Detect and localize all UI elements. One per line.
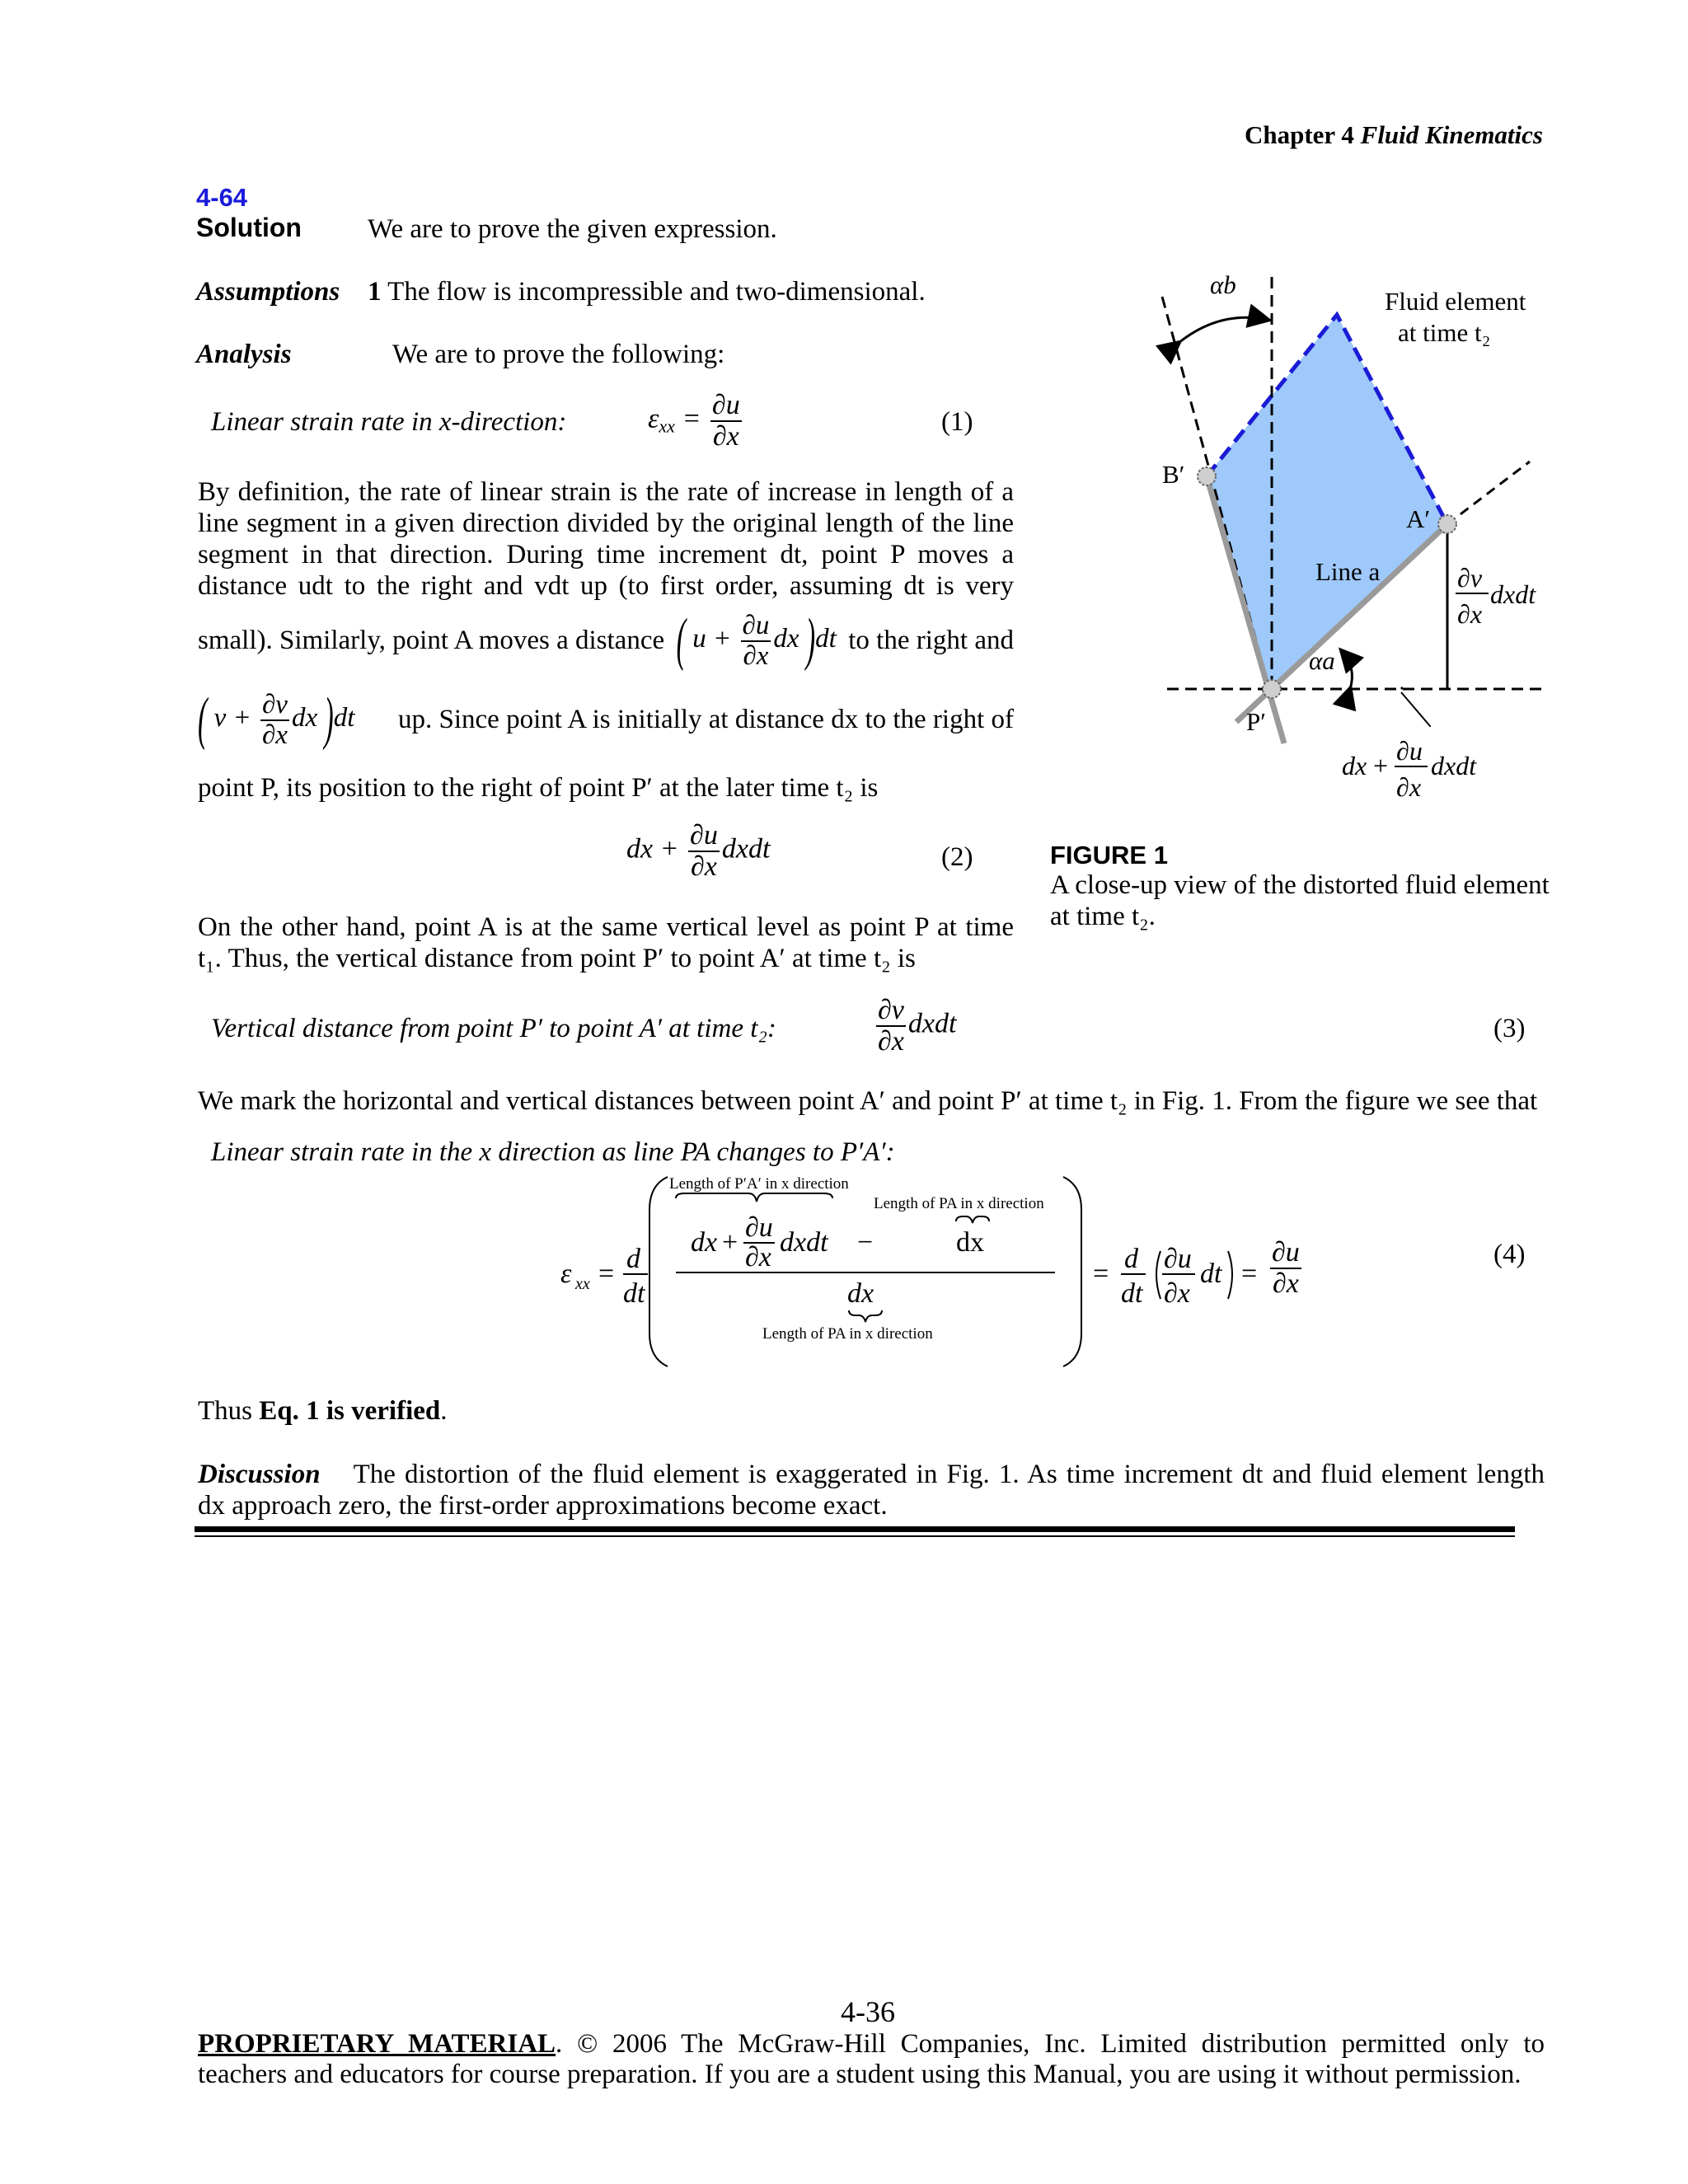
eq1-number: (1) [941, 407, 973, 437]
label-b-prime: B′ [1162, 460, 1185, 489]
eq4-epsilon-sub: xx [575, 1275, 590, 1293]
eq4-label: Linear strain rate in the x direction as line PA changes to P′A′: [211, 1137, 895, 1167]
eq1-num: ∂u [711, 390, 740, 420]
svg-text:+: + [722, 1227, 738, 1258]
svg-text:dx: dx [956, 1227, 984, 1258]
svg-text:dx: dx [1342, 751, 1367, 780]
point-p-prime [1263, 680, 1281, 698]
verified-statement [198, 1396, 448, 1427]
svg-text:dxdt: dxdt [1490, 579, 1536, 609]
paragraph-mark: We mark the horizontal and vertical distances between point A′ and point P′ at time t₂ in Fig. 1. From the figure we see that [198, 1086, 1538, 1116]
eq4-bottom-brace [849, 1310, 882, 1322]
fluid-label-line2: at time t₂ [1398, 318, 1491, 347]
para1-line4: distance udt to the right and vdt up (to first order, assuming dt is very [198, 571, 1014, 601]
eq4-big-equation [544, 1169, 1286, 1375]
discussion-line2: dx approach zero, the first-order approximations become exact. [198, 1491, 888, 1521]
eq1-den: ∂x [712, 420, 739, 452]
svg-text:∂u: ∂u [745, 1212, 773, 1243]
para1-line5-after: to the right and [848, 626, 1014, 656]
para2-line1: On the other hand, point A is at the same vertical level as point P at time [198, 912, 1014, 942]
eq4-final-fraction: $\frac{\partial u}{\partial x}$ [1272, 1237, 1300, 1299]
section-rule-thin [195, 1535, 1515, 1537]
eq2-expression: dx + $\frac{\partial u}{\partial x}$ dxdt [626, 820, 771, 882]
paragraph-vertical [198, 912, 1014, 974]
eq4-epsilon: ε [560, 1258, 572, 1289]
footer-line1-rest: . © 2006 The McGraw-Hill Companies, Inc. Limited distribution permitted only to [556, 2029, 1545, 2059]
solution-text: We are to prove the given expression. [368, 214, 777, 244]
fluid-element-shape [1207, 315, 1447, 689]
discussion [198, 1459, 1545, 1521]
eq4-left-paren [649, 1177, 668, 1366]
eq4-brace-top-right: Length of PA in x direction [874, 1195, 1044, 1212]
assumption-body: The flow is incompressible and two-dimensional. [387, 277, 926, 307]
svg-text:∂v: ∂v [1457, 563, 1483, 593]
eq3-number: (3) [1493, 1014, 1526, 1043]
eq4-top-brace-right [956, 1216, 989, 1223]
svg-text:=: = [1093, 1258, 1109, 1289]
footer-line2: teachers and educators for course preparation. If you are a student using this Manual, you are using it without permission. [198, 2060, 1522, 2089]
fig-vertical-distance [1456, 563, 1536, 629]
fluid-label-line1: Fluid element [1385, 287, 1526, 316]
assumptions-label: Assumptions [196, 277, 340, 307]
alpha-a-label: αa [1309, 646, 1335, 675]
svg-text:+: + [1373, 751, 1389, 780]
dim-horizontal-leader [1401, 687, 1403, 689]
verified-suffix: . [440, 1396, 448, 1426]
footer [198, 2029, 1545, 2090]
label-line-a: Line a [1315, 557, 1381, 586]
leader-line [1401, 688, 1431, 731]
para1-line2: line segment in a given direction divided by the original length of the line [198, 509, 1014, 538]
para1-line5-before: small). Similarly, point A moves a distance [198, 626, 665, 656]
eq1-lhs-sub: xx [659, 415, 675, 437]
assumption-number: 1 [368, 277, 382, 307]
figure-caption-line2: at time t₂. [1050, 902, 1156, 931]
para1-line5 [198, 607, 1014, 673]
svg-text:d: d [1124, 1244, 1138, 1274]
eq3-expression: $\frac{\partial v}{\partial x}$ dxdt [878, 995, 957, 1057]
eq4-equals-1: = [598, 1258, 615, 1289]
fig-horizontal-distance [1342, 736, 1477, 802]
figure-fluid-element [1137, 264, 1550, 824]
paragraph-definition [198, 476, 1014, 602]
svg-text:−: − [857, 1227, 874, 1258]
svg-text:∂x: ∂x [1457, 599, 1483, 629]
chapter-title: Fluid Kinematics [1360, 120, 1543, 149]
assumptions-text [368, 277, 926, 307]
eq4-d-num: d [626, 1244, 640, 1274]
para1-line3: segment in that direction. During time increment dt, point P moves a [198, 540, 1014, 569]
svg-text:dt: dt [1121, 1278, 1143, 1309]
alpha-a-arc [1342, 651, 1352, 689]
svg-text:dxdt: dxdt [780, 1227, 828, 1258]
footer-proprietary: PROPRIETARY MATERIAL [198, 2029, 556, 2059]
para1-line6 [198, 687, 1014, 752]
svg-text:∂u: ∂u [1396, 736, 1423, 766]
analysis-text: We are to prove the following: [392, 340, 725, 369]
eq4-number: (4) [1493, 1240, 1526, 1269]
chapter-header [1245, 120, 1543, 150]
problem-number: 4-64 [196, 183, 248, 212]
eq1-label: Linear strain rate in x-direction: [211, 407, 567, 437]
para2-line2: t₁. Thus, the vertical distance from point P′ to point A′ at time t₂ is [198, 944, 916, 973]
line-a-extension [1447, 462, 1530, 524]
svg-text:dt: dt [1200, 1258, 1222, 1289]
point-a-prime [1438, 515, 1456, 533]
expr-v-dx-dt: ( v + $\frac{\partial v}{\partial x}$ dx )dt [198, 687, 355, 752]
discussion-line1: The distortion of the fluid element is exaggerated in Fig. 1. As time increment dt and fluid element length [353, 1460, 1545, 1489]
eq4-brace-bottom: Length of PA in x direction [762, 1325, 933, 1343]
figure-caption-line1: A close-up view of the distorted fluid element [1050, 870, 1550, 900]
para1-line6-after: up. Since point A is initially at distance dx to the right of [398, 705, 1014, 735]
discussion-label: Discussion [198, 1460, 321, 1489]
solution-label: Solution [196, 213, 302, 242]
section-rule-thick [195, 1526, 1515, 1532]
eq4-dt-den: dt [623, 1278, 645, 1309]
para1-line7: point P, its position to the right of point P′ at the later time t₂ is [198, 773, 879, 803]
eq4-top-brace-left [676, 1193, 832, 1202]
eq4-right-paren [1063, 1177, 1081, 1366]
svg-text:dx: dx [847, 1278, 874, 1309]
figure-title: FIGURE 1 [1050, 841, 1168, 869]
alpha-b-arc [1179, 317, 1268, 343]
alpha-b-label: αb [1210, 270, 1236, 299]
svg-text:dx: dx [691, 1227, 718, 1258]
verified-prefix: Thus [198, 1396, 252, 1426]
svg-text:∂x: ∂x [745, 1242, 771, 1272]
chapter-number: Chapter 4 [1244, 120, 1354, 149]
eq1-fraction [710, 391, 742, 451]
svg-text:∂x: ∂x [1164, 1278, 1190, 1309]
para1-line1: By definition, the rate of linear strain is the rate of increase in length of a [198, 477, 1014, 507]
svg-text:=: = [1241, 1258, 1258, 1289]
label-p-prime: P′ [1246, 707, 1267, 736]
verified-bold: Eq. 1 is verified [259, 1396, 441, 1426]
label-a-prime: A′ [1406, 504, 1431, 533]
expr-u-dx-dt: ( u + $\frac{\partial u}{\partial x}$ dx )dt [676, 607, 837, 673]
svg-text:dxdt: dxdt [1431, 751, 1477, 780]
eq1-expression: $\varepsilon_{xx}$ = $\frac{\partial u}{\partial x}$ [648, 390, 740, 452]
svg-text:∂x: ∂x [1396, 772, 1422, 802]
point-b-prime [1198, 467, 1216, 485]
eq4-brace-top-left: Length of P′A′ in x direction [669, 1175, 849, 1193]
analysis-label: Analysis [196, 340, 292, 369]
eq1-lhs: ε [648, 403, 659, 434]
eq2-number: (2) [941, 842, 973, 872]
page-number: 4-36 [841, 1995, 895, 2028]
eq3-label: Vertical distance from point P′ to point A′ at time t₂: [211, 1014, 776, 1043]
svg-text:∂u: ∂u [1164, 1244, 1192, 1274]
